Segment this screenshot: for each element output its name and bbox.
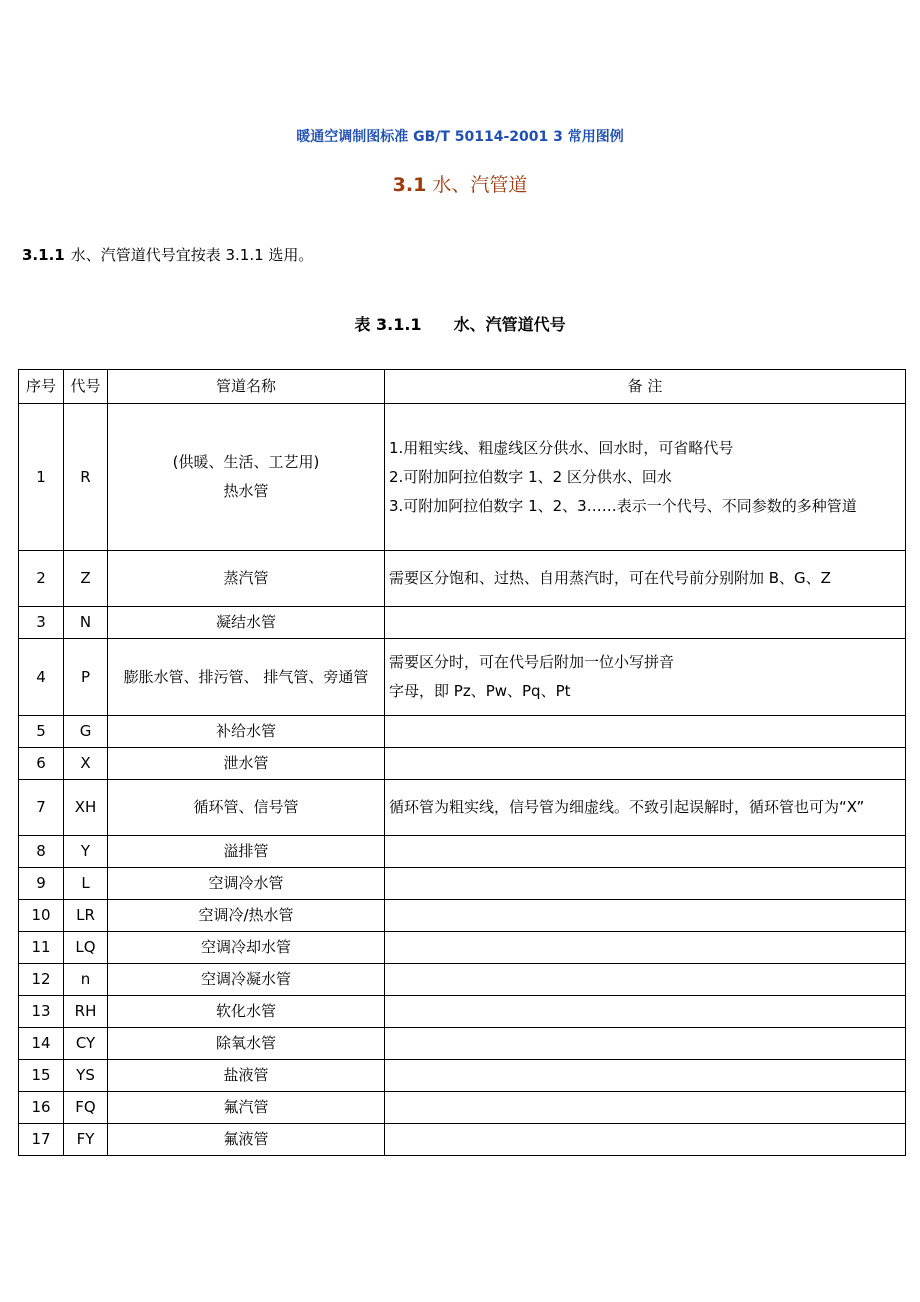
cell-seq: 1 <box>19 404 64 551</box>
table-row <box>19 551 906 607</box>
cell-name: 氟汽管 <box>108 1092 385 1124</box>
header-notes: 备 注 <box>385 370 906 404</box>
note-line: 循环管为粗实线，信号管为细虚线。不致引起误解时，循环管也可为“X” <box>389 798 865 816</box>
table-row <box>19 964 906 996</box>
table-row <box>19 1124 906 1156</box>
cell-notes <box>385 1060 906 1092</box>
cell-code: X <box>64 748 108 780</box>
cell-notes <box>385 1092 906 1124</box>
cell-notes <box>385 1028 906 1060</box>
cell-code: LQ <box>64 932 108 964</box>
cell-seq: 13 <box>19 996 64 1028</box>
section-number: 3.1 <box>392 174 427 196</box>
cell-seq: 17 <box>19 1124 64 1156</box>
cell-name: 空调冷/热水管 <box>108 900 385 932</box>
cell-seq: 15 <box>19 1060 64 1092</box>
cell-seq: 10 <box>19 900 64 932</box>
table-row <box>19 1028 906 1060</box>
cell-notes <box>385 996 906 1028</box>
table-header-row <box>19 370 906 404</box>
cell-code: L <box>64 868 108 900</box>
cell-seq: 11 <box>19 932 64 964</box>
section-heading <box>0 170 920 197</box>
table-row <box>19 780 906 836</box>
cell-name: 泄水管 <box>108 748 385 780</box>
cell-code: LR <box>64 900 108 932</box>
cell-name: 溢排管 <box>108 836 385 868</box>
cell-name: 蒸汽管 <box>108 551 385 607</box>
cell-notes <box>385 639 906 716</box>
cell-notes <box>385 780 906 836</box>
cell-seq: 6 <box>19 748 64 780</box>
cell-code: R <box>64 404 108 551</box>
cell-notes <box>385 868 906 900</box>
cell-seq: 8 <box>19 836 64 868</box>
note-line: 1.用粗实线、粗虚线区分供水、回水时，可省略代号 <box>389 438 734 457</box>
cell-notes <box>385 748 906 780</box>
cell-seq: 9 <box>19 868 64 900</box>
cell-code: XH <box>64 780 108 836</box>
cell-seq: 12 <box>19 964 64 996</box>
note-line: 需要区分饱和、过热、自用蒸汽时，可在代号前分别附加 B、G、Z <box>389 569 831 587</box>
cell-code: FY <box>64 1124 108 1156</box>
header-seq: 序号 <box>19 370 64 404</box>
table-caption-number: 表 3.1.1 <box>354 315 422 334</box>
cell-code: FQ <box>64 1092 108 1124</box>
cell-code: N <box>64 607 108 639</box>
note-line: 需要区分时，可在代号后附加一位小写拼音 <box>389 653 675 671</box>
table-caption-title: 水、汽管道代号 <box>453 315 566 334</box>
cell-name: 凝结水管 <box>108 607 385 639</box>
cell-code: G <box>64 716 108 748</box>
clause-number: 3.1.1 <box>22 246 65 264</box>
cell-name: 空调冷凝水管 <box>108 964 385 996</box>
cell-seq: 7 <box>19 780 64 836</box>
cell-name: 空调冷却水管 <box>108 932 385 964</box>
table-row <box>19 1060 906 1092</box>
table-row <box>19 996 906 1028</box>
cell-name-line: 热水管 <box>223 482 269 500</box>
cell-notes <box>385 932 906 964</box>
cell-name: 软化水管 <box>108 996 385 1028</box>
cell-seq: 3 <box>19 607 64 639</box>
section-title-text: 水、汽管道 <box>432 174 528 196</box>
cell-name: 循环管、信号管 <box>108 780 385 836</box>
cell-notes <box>385 964 906 996</box>
table-row <box>19 1092 906 1124</box>
cell-code: P <box>64 639 108 716</box>
cell-notes <box>385 1124 906 1156</box>
cell-name: 补给水管 <box>108 716 385 748</box>
table-row <box>19 836 906 868</box>
cell-seq: 14 <box>19 1028 64 1060</box>
intro-paragraph <box>22 244 313 265</box>
cell-name <box>108 404 385 551</box>
table-row <box>19 404 906 551</box>
cell-notes <box>385 716 906 748</box>
cell-name: 氟液管 <box>108 1124 385 1156</box>
note-line: 字母，即 Pz、Pw、Pq、Pt <box>389 682 571 700</box>
header-code: 代号 <box>64 370 108 404</box>
cell-name-line: (供暖、生活、工艺用) <box>172 453 320 471</box>
cell-name: 盐液管 <box>108 1060 385 1092</box>
pipe-code-table <box>18 369 906 1156</box>
table-row <box>19 639 906 716</box>
table-row <box>19 868 906 900</box>
cell-code: Z <box>64 551 108 607</box>
cell-name: 膨胀水管、排污管、 排气管、旁通管 <box>108 639 385 716</box>
table-row <box>19 932 906 964</box>
cell-name: 空调冷水管 <box>108 868 385 900</box>
table-row <box>19 900 906 932</box>
cell-seq: 16 <box>19 1092 64 1124</box>
cell-seq: 5 <box>19 716 64 748</box>
cell-notes <box>385 404 906 551</box>
cell-name: 除氧水管 <box>108 1028 385 1060</box>
cell-code: YS <box>64 1060 108 1092</box>
cell-notes <box>385 607 906 639</box>
cell-seq: 4 <box>19 639 64 716</box>
note-line: 2.可附加阿拉伯数字 1、2 区分供水、回水 <box>389 467 672 486</box>
cell-code: RH <box>64 996 108 1028</box>
note-line: 3.可附加阿拉伯数字 1、2、3……表示一个代号、不同参数的多种管道 <box>389 496 857 515</box>
table-row <box>19 607 906 639</box>
cell-code: n <box>64 964 108 996</box>
cell-notes <box>385 836 906 868</box>
table-row <box>19 716 906 748</box>
cell-code: CY <box>64 1028 108 1060</box>
cell-seq: 2 <box>19 551 64 607</box>
document-header-title: 暖通空调制图标准 GB/T 50114-2001 3 常用图例 <box>296 129 624 145</box>
header-name: 管道名称 <box>108 370 385 404</box>
cell-notes <box>385 900 906 932</box>
table-row <box>19 748 906 780</box>
table-body <box>19 404 906 1156</box>
clause-text: 水、汽管道代号宜按表 3.1.1 选用。 <box>70 246 314 264</box>
table-caption <box>0 312 920 335</box>
cell-code: Y <box>64 836 108 868</box>
cell-notes <box>385 551 906 607</box>
